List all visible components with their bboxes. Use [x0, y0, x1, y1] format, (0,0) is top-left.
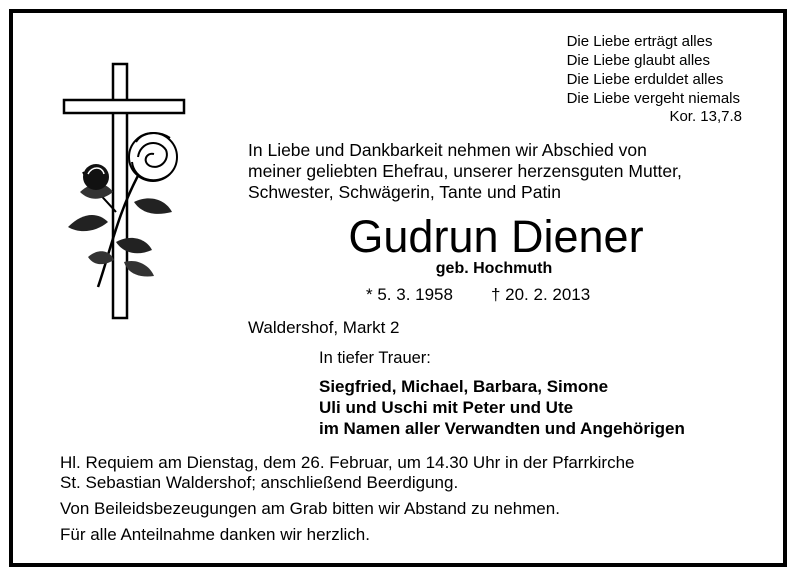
condolence-note: Von Beileidsbezeugungen am Grab bitten wir Abstand zu nehmen.	[60, 499, 560, 518]
cross-with-rose-icon	[58, 62, 198, 320]
maiden-name-row	[0, 260, 800, 278]
deceased-name: Gudrun Diener	[348, 211, 644, 262]
requiem-line: St. Sebastian Waldershof; anschließend Beerdigung.	[60, 473, 459, 492]
intro-line: meiner geliebten Ehefrau, unserer herzensguten Mutter,	[248, 161, 682, 181]
verse-block	[567, 32, 740, 108]
deceased-name-row	[0, 212, 800, 262]
verse-line: Die Liebe glaubt alles	[566, 52, 710, 69]
footer-notes	[60, 453, 634, 551]
life-dates	[366, 285, 590, 305]
verse-line: Die Liebe erduldet alles	[566, 71, 724, 88]
mourner-names	[319, 376, 685, 439]
mourner-line: Siegfried, Michael, Barbara, Simone	[319, 377, 609, 396]
verse-reference: Kor. 13,7.8	[669, 108, 742, 125]
thanks-note: Für alle Anteilnahme danken wir herzlich.	[60, 525, 370, 544]
address: Waldershof, Markt 2	[248, 318, 400, 337]
mourner-line: Uli und Uschi mit Peter und Ute	[319, 398, 574, 417]
birth-date: * 5. 3. 1958	[366, 285, 453, 304]
verse-line: Die Liebe vergeht niemals	[566, 90, 740, 107]
mourning-heading: In tiefer Trauer:	[319, 349, 431, 367]
mourner-line: im Namen aller Verwandten und Angehörigen	[319, 419, 685, 438]
death-date: † 20. 2. 2013	[490, 285, 591, 304]
intro-line: Schwester, Schwägerin, Tante und Patin	[248, 182, 561, 202]
maiden-name: geb. Hochmuth	[435, 260, 553, 277]
requiem-line: Hl. Requiem am Dienstag, dem 26. Februar, um 14.30 Uhr in der Pfarrkirche	[60, 453, 635, 472]
verse-line: Die Liebe erträgt alles	[566, 33, 713, 50]
intro-line: In Liebe und Dankbarkeit nehmen wir Abschied von	[248, 140, 647, 160]
intro-text	[248, 140, 768, 203]
